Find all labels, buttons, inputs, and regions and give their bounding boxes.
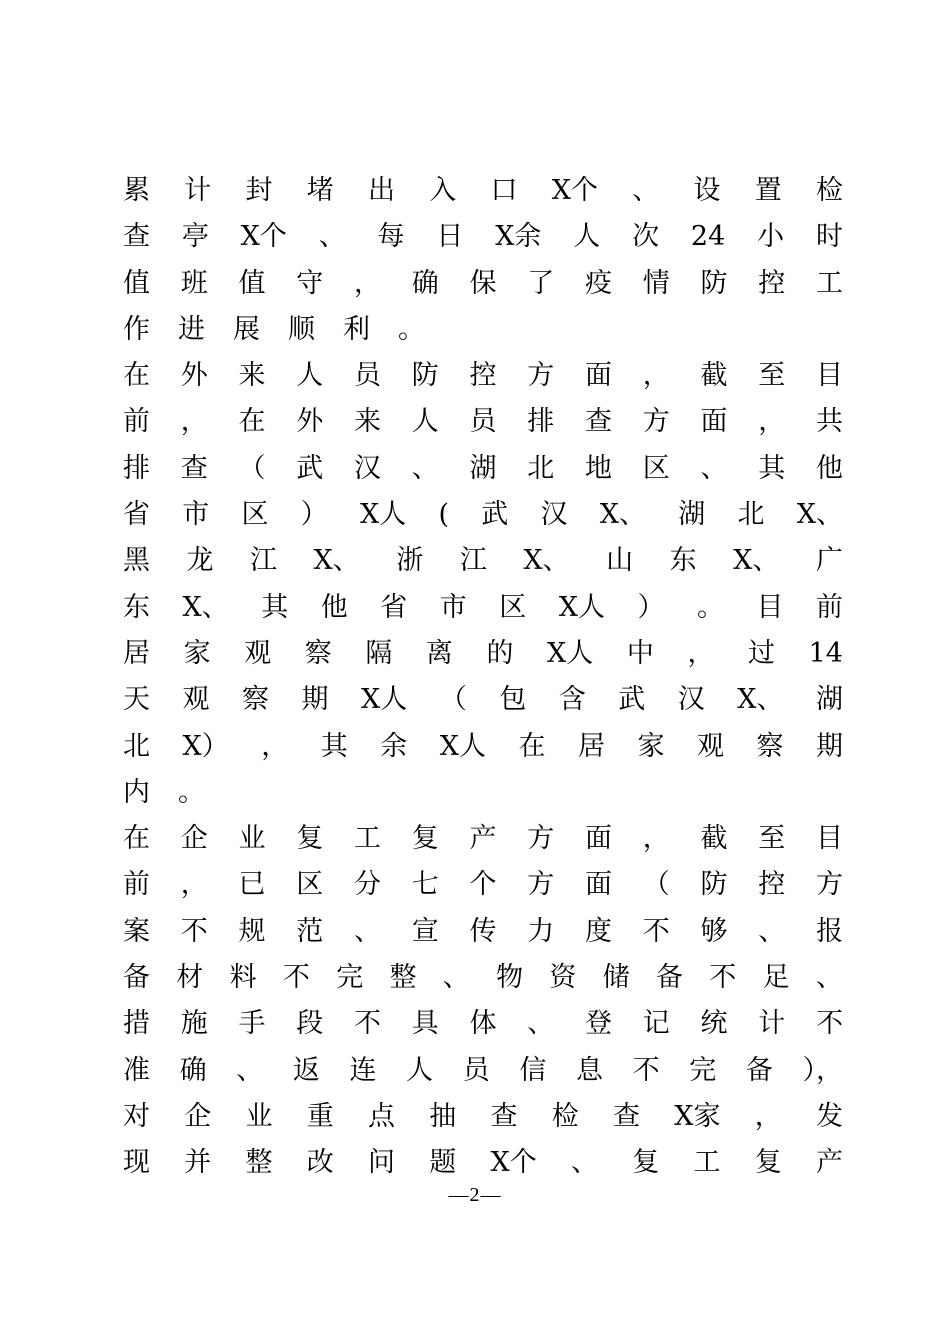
text-token: （: [439, 684, 467, 716]
text-token: 防: [700, 869, 728, 901]
text-token: X、: [599, 499, 647, 531]
text-token: 措: [123, 1008, 150, 1040]
text-token: 连: [349, 1054, 377, 1086]
text-token: 人: [573, 221, 601, 253]
text-token: X、: [737, 684, 784, 716]
text-token: 利: [343, 313, 370, 345]
text-token: 力: [527, 915, 555, 947]
text-token: 传: [469, 915, 497, 947]
text-token: 在: [518, 730, 546, 762]
text-line: [123, 446, 843, 492]
text-token: 点: [368, 1100, 395, 1132]
text-token: 前: [123, 406, 150, 438]
text-token: 重: [306, 1100, 334, 1132]
text-token: 目: [756, 591, 784, 623]
text-token: 展: [233, 313, 260, 345]
text-token: X家: [674, 1100, 721, 1132]
text-token: 业: [245, 1100, 273, 1132]
text-token: 控: [469, 360, 497, 392]
text-token: 过: [748, 637, 776, 669]
text-token: ，: [687, 637, 715, 669]
text-token: 外: [296, 406, 324, 438]
text-token: ，: [758, 406, 786, 438]
text-token: 班: [180, 267, 208, 299]
text-token: 复: [754, 1147, 782, 1179]
text-token: 返: [292, 1054, 320, 1086]
text-token: 工: [354, 823, 381, 855]
text-line: [123, 677, 843, 723]
text-line: [123, 816, 843, 862]
text-token: 江: [459, 545, 487, 577]
text-token: ，: [642, 360, 670, 392]
text-line: [123, 955, 843, 1001]
text-token: 产: [815, 1147, 843, 1179]
text-line: [123, 585, 843, 631]
text-token: 目: [816, 360, 843, 392]
text-token: 家: [637, 730, 665, 762]
text-token: 计: [184, 175, 212, 206]
text-token: 武: [296, 452, 324, 484]
text-token: 复: [411, 823, 439, 855]
text-token: 其: [320, 730, 348, 762]
text-token: 市: [439, 591, 467, 623]
text-token: 、: [527, 1008, 555, 1040]
text-token: 规: [238, 915, 266, 947]
text-token: 整: [245, 1147, 273, 1179]
text-token: 度: [585, 915, 612, 947]
text-token: 察: [756, 730, 784, 762]
text-token: 江: [250, 545, 278, 577]
text-token: 、: [236, 1054, 264, 1086]
text-token: 、: [700, 452, 728, 484]
text-token: 体: [469, 1008, 497, 1040]
text-token: 黑: [123, 545, 150, 577]
text-token: 。: [178, 776, 205, 808]
text-token: 企: [180, 823, 208, 855]
text-token: 工: [816, 267, 843, 299]
text-token: 前: [815, 591, 843, 623]
text-token: 记: [642, 1008, 670, 1040]
text-token: ，: [354, 267, 381, 299]
text-line: [123, 307, 843, 353]
text-token: 抽: [429, 1100, 457, 1132]
text-token: 工: [693, 1147, 721, 1179]
text-token: 14: [808, 637, 843, 669]
text-token: 不: [632, 1054, 660, 1086]
text-token: 。: [398, 313, 425, 345]
text-line: [123, 1001, 843, 1047]
text-token: 信: [519, 1054, 547, 1086]
text-token: 汉: [540, 499, 568, 531]
text-token: 出: [368, 175, 395, 206]
text-token: 进: [178, 313, 205, 345]
text-token: 控: [758, 869, 786, 901]
text-token: 料: [229, 962, 257, 994]
text-token: 。: [696, 591, 724, 623]
text-token: 查: [490, 1100, 518, 1132]
text-token: 汉: [354, 452, 381, 484]
text-token: 方: [527, 869, 555, 901]
body-text: [123, 168, 843, 1187]
text-token: 不: [642, 915, 670, 947]
text-line: [123, 353, 843, 399]
text-token: 整: [389, 962, 417, 994]
text-token: 其: [261, 591, 289, 623]
text-token: ，: [754, 1100, 782, 1132]
text-token: 值: [123, 267, 150, 299]
text-token: 其: [758, 452, 786, 484]
text-token: 区: [642, 452, 670, 484]
text-line: [123, 862, 843, 908]
text-token: 备: [123, 962, 150, 994]
text-token: 资: [549, 962, 577, 994]
text-token: 湖: [815, 684, 843, 716]
text-line: [123, 168, 843, 214]
text-token: 备: [655, 962, 683, 994]
text-line: [123, 261, 843, 307]
text-token: 余: [380, 730, 408, 762]
text-token: X、: [313, 545, 360, 577]
text-token: 居: [577, 730, 605, 762]
text-token: 人: [406, 1054, 434, 1086]
text-token: 期: [301, 684, 329, 716]
text-line: [123, 214, 843, 260]
text-token: 面: [585, 360, 612, 392]
text-token: 复: [296, 823, 324, 855]
text-token: 完: [689, 1054, 717, 1086]
text-token: 员: [462, 1054, 490, 1086]
text-token: 隔: [365, 637, 393, 669]
text-token: 、: [815, 962, 843, 994]
text-token: 小: [757, 221, 785, 253]
text-line: [123, 770, 843, 816]
text-token: 企: [184, 1100, 212, 1132]
text-token: 期: [815, 730, 843, 762]
text-token: 他: [816, 452, 843, 484]
text-token: 问: [368, 1147, 395, 1179]
text-token: 、: [318, 221, 346, 253]
text-token: 湖: [469, 452, 497, 484]
text-line: [123, 492, 843, 538]
text-token: 统: [700, 1008, 728, 1040]
text-token: 疫: [585, 267, 612, 299]
text-token: 在: [123, 360, 150, 392]
page-number: —2—: [448, 1184, 502, 1206]
text-token: 准: [123, 1054, 150, 1086]
text-token: 龙: [186, 545, 214, 577]
text-token: 查: [123, 221, 150, 253]
text-token: 业: [238, 823, 266, 855]
text-token: 中: [626, 637, 654, 669]
text-token: 区: [241, 499, 269, 531]
text-token: X人: [547, 637, 594, 669]
text-token: （: [238, 452, 266, 484]
text-token: 值: [238, 267, 266, 299]
text-token: 东: [123, 591, 150, 623]
text-token: 地: [585, 452, 612, 484]
text-token: 方: [527, 360, 555, 392]
text-line: [123, 1094, 843, 1140]
text-token: 、: [411, 452, 439, 484]
text-token: 截: [700, 823, 728, 855]
text-token: 人: [411, 406, 439, 438]
text-token: 储: [602, 962, 630, 994]
text-token: 、: [758, 915, 786, 947]
text-token: 来: [354, 406, 381, 438]
text-token: 够: [700, 915, 728, 947]
text-token: 足: [762, 962, 790, 994]
text-token: X个: [240, 221, 287, 253]
text-token: 离: [425, 637, 453, 669]
text-token: 察: [242, 684, 269, 716]
text-token: 、: [632, 175, 660, 206]
text-token: 计: [758, 1008, 786, 1040]
text-token: 人: [296, 360, 324, 392]
text-token: 不: [354, 1008, 381, 1040]
text-token: 东: [669, 545, 697, 577]
text-token: ，: [180, 406, 208, 438]
text-token: X个: [551, 175, 598, 206]
text-token: 现: [123, 1147, 150, 1179]
text-token: 确: [411, 267, 439, 299]
text-token: 在: [238, 406, 266, 438]
text-token: 共: [816, 406, 843, 438]
text-token: 市: [182, 499, 210, 531]
text-token: 武: [618, 684, 646, 716]
text-token: 排: [527, 406, 555, 438]
text-token: 作: [123, 313, 150, 345]
text-token: （: [642, 869, 670, 901]
text-token: ），: [802, 1054, 843, 1086]
text-token: 口: [490, 175, 518, 206]
text-token: 汉: [677, 684, 705, 716]
text-token: 次: [632, 221, 660, 253]
text-token: 前: [123, 869, 150, 901]
text-token: (: [438, 499, 450, 531]
text-token: 员: [354, 360, 381, 392]
text-token: 改: [306, 1147, 334, 1179]
text-token: 顺: [288, 313, 315, 345]
text-token: ，: [642, 823, 670, 855]
text-token: ，: [180, 869, 208, 901]
text-token: 对: [123, 1100, 150, 1132]
text-token: 查: [613, 1100, 640, 1132]
text-token: 保: [469, 267, 497, 299]
text-token: 24: [690, 221, 726, 253]
text-token: 查: [180, 452, 208, 484]
text-token: 已: [238, 869, 266, 901]
text-token: 目: [816, 823, 843, 855]
text-token: 复: [632, 1147, 660, 1179]
text-token: 察: [304, 637, 332, 669]
text-token: 方: [816, 869, 843, 901]
text-token: 在: [123, 823, 150, 855]
text-line: [123, 1140, 843, 1186]
text-token: 面: [585, 823, 612, 855]
text-token: 确: [179, 1054, 207, 1086]
text-token: 防: [700, 267, 728, 299]
text-token: 不: [282, 962, 310, 994]
text-token: 设: [693, 175, 721, 206]
text-token: 居: [123, 637, 150, 669]
text-token: 不: [816, 1008, 843, 1040]
text-token: 不: [709, 962, 737, 994]
text-token: 时: [815, 221, 843, 253]
text-token: 含: [558, 684, 586, 716]
text-token: X）: [182, 730, 229, 762]
text-token: 家: [183, 637, 211, 669]
text-token: 登: [585, 1008, 612, 1040]
text-token: 施: [180, 1008, 208, 1040]
text-token: 宣: [411, 915, 439, 947]
text-token: X、: [523, 545, 570, 577]
text-token: X人: [361, 684, 408, 716]
text-token: 来: [238, 360, 266, 392]
text-token: 物: [496, 962, 524, 994]
text-token: 观: [182, 684, 210, 716]
text-token: 至: [758, 823, 786, 855]
text-token: 他: [320, 591, 348, 623]
text-token: 入: [429, 175, 457, 206]
text-token: X、: [182, 591, 229, 623]
text-token: 材: [176, 962, 204, 994]
text-token: 累: [123, 175, 150, 206]
text-token: 报: [816, 915, 843, 947]
text-token: 至: [758, 360, 786, 392]
text-line: [123, 1048, 843, 1094]
text-token: 包: [499, 684, 527, 716]
text-token: 内: [123, 776, 150, 808]
text-token: 省: [123, 499, 150, 531]
text-token: 外: [180, 360, 208, 392]
text-token: 方: [642, 406, 670, 438]
text-token: 段: [296, 1008, 324, 1040]
text-token: 区: [296, 869, 324, 901]
text-token: 守: [296, 267, 324, 299]
text-token: 亭: [181, 221, 209, 253]
text-token: 区: [499, 591, 527, 623]
text-token: ，: [261, 730, 289, 762]
text-token: 防: [411, 360, 439, 392]
text-token: 方: [527, 823, 555, 855]
text-token: 天: [123, 684, 150, 716]
text-token: 山: [606, 545, 634, 577]
text-token: 题: [429, 1147, 457, 1179]
text-token: 北: [123, 730, 150, 762]
text-token: 检: [551, 1100, 579, 1132]
text-token: 产: [469, 823, 497, 855]
text-token: 排: [123, 452, 150, 484]
text-token: 北: [527, 452, 555, 484]
text-token: 、: [570, 1147, 598, 1179]
text-token: 置: [754, 175, 782, 206]
text-token: 广: [815, 545, 843, 577]
text-token: 息: [576, 1054, 603, 1086]
text-token: 观: [244, 637, 272, 669]
text-token: 、: [354, 915, 381, 947]
text-token: 员: [469, 406, 497, 438]
text-line: [123, 724, 843, 770]
text-token: X余: [495, 221, 542, 253]
text-token: X、: [796, 499, 843, 531]
text-token: 观: [696, 730, 724, 762]
text-token: 每: [377, 221, 405, 253]
text-token: 查: [585, 406, 612, 438]
text-token: 不: [180, 915, 208, 947]
text-token: 封: [245, 175, 273, 206]
text-token: X人: [558, 591, 605, 623]
text-token: X个: [490, 1147, 537, 1179]
text-token: 堵: [306, 175, 334, 206]
text-line: [123, 399, 843, 445]
text-token: 手: [238, 1008, 266, 1040]
text-token: 的: [486, 637, 514, 669]
text-token: 并: [184, 1147, 212, 1179]
text-token: 面: [700, 406, 728, 438]
text-token: 范: [296, 915, 324, 947]
text-token: 省: [380, 591, 408, 623]
text-line: [123, 538, 843, 584]
text-token: 武: [481, 499, 509, 531]
text-token: 了: [527, 267, 555, 299]
text-token: 面: [585, 869, 612, 901]
text-token: 发: [815, 1100, 843, 1132]
text-token: 浙: [396, 545, 424, 577]
text-line: [123, 909, 843, 955]
text-token: 情: [642, 267, 670, 299]
text-token: 日: [436, 221, 464, 253]
text-token: 控: [758, 267, 786, 299]
text-token: 具: [411, 1008, 439, 1040]
text-token: 北: [737, 499, 765, 531]
text-token: 案: [123, 915, 150, 947]
text-token: X人: [439, 730, 486, 762]
text-token: X人: [360, 499, 407, 531]
text-line: [123, 631, 843, 677]
text-token: ）: [300, 499, 328, 531]
text-token: 湖: [678, 499, 706, 531]
text-token: ）: [637, 591, 665, 623]
text-token: 、: [442, 962, 470, 994]
text-token: 分: [354, 869, 381, 901]
text-token: 截: [700, 360, 728, 392]
text-token: 备: [745, 1054, 773, 1086]
text-token: 检: [815, 175, 843, 206]
text-token: X、: [733, 545, 780, 577]
text-token: 七: [411, 869, 439, 901]
text-token: 完: [336, 962, 364, 994]
text-token: 个: [469, 869, 497, 901]
